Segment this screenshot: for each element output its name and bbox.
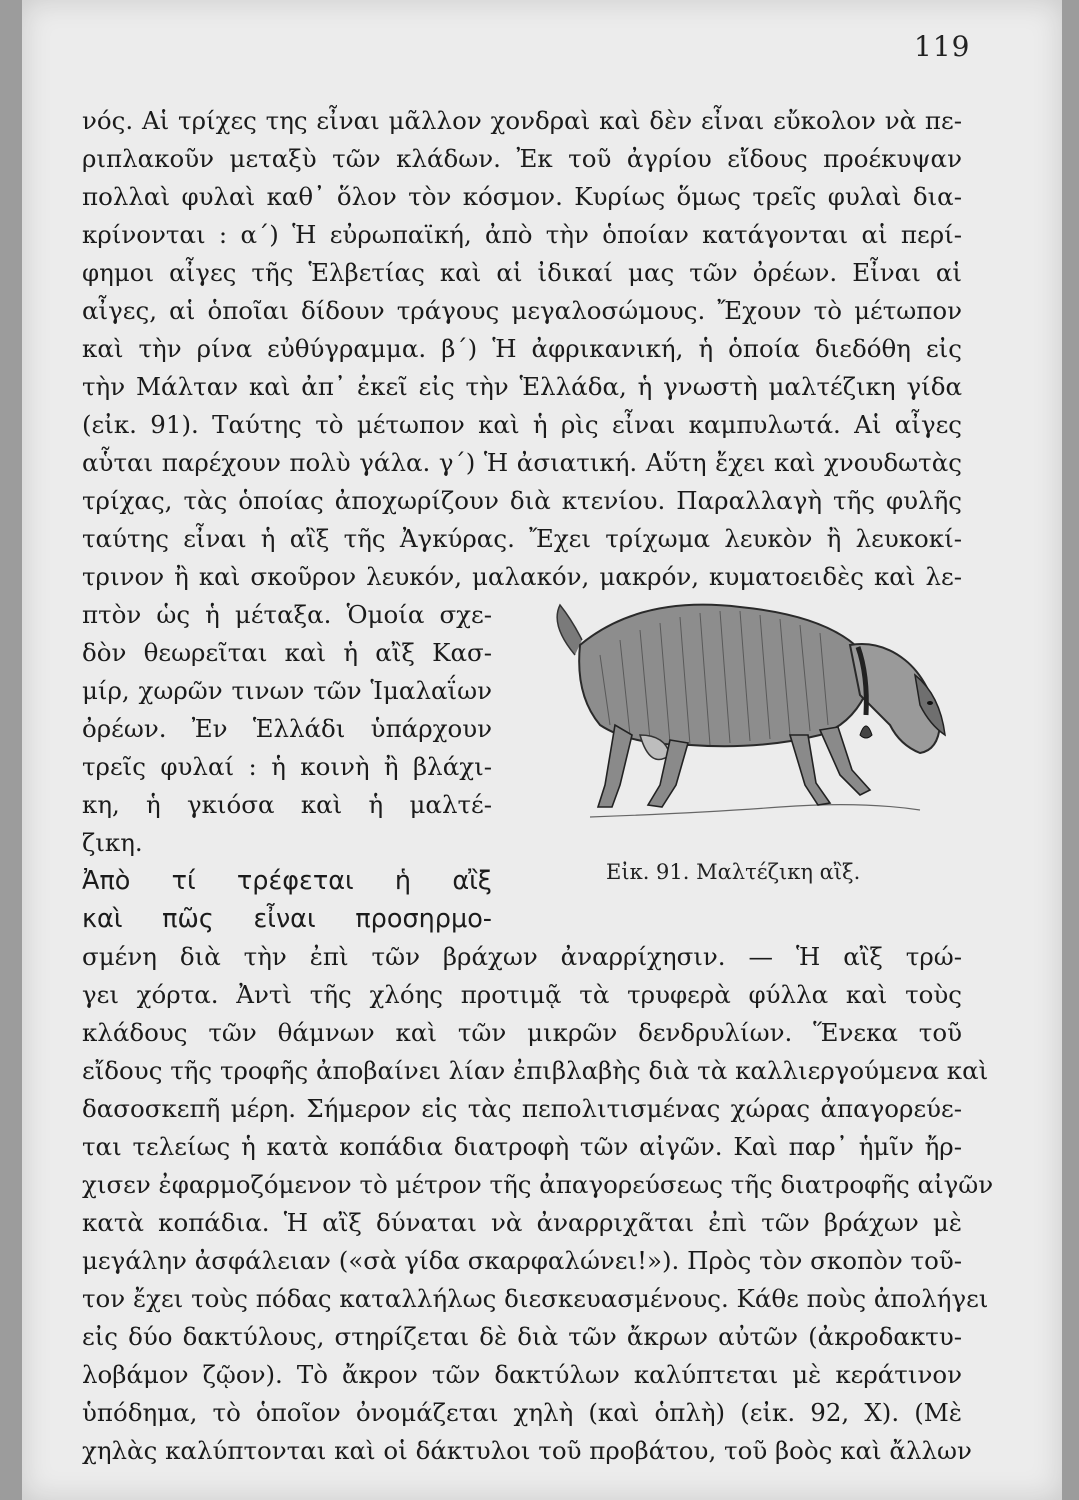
text-line: τον ἔχει τοὺς πόδας καταλλήλως διεσκευασμένους. Κάθε ποὺς ἀπολήγει: [82, 1284, 989, 1313]
text-line: γει χόρτα. Ἀντὶ τῆς χλόης προτιμᾷ τὰ τρυφερὰ φύλλα καὶ τοὺς: [82, 980, 962, 1009]
text-line: χισεν ἐφαρμοζόμενον τὸ μέτρον τῆς ἀπαγορεύσεως τῆς διατροφῆς αἰγῶν: [82, 1170, 994, 1199]
text-line: νός. Αἱ τρίχες της εἶναι μᾶλλον χονδραὶ καὶ δὲν εἶναι εὔκολον νὰ πε-: [82, 106, 962, 135]
text-line: χηλὰς καλύπτονται καὶ οἱ δάκτυλοι τοῦ προβάτου, τοῦ βοὸς καὶ ἄλλων: [82, 1436, 972, 1465]
maltese-goat-drawing: [520, 585, 950, 855]
section-heading-line: σμένη διὰ τὴν ἐπὶ τῶν βράχων ἀναρρίχησιν. — Ἡ αἲξ τρώ-: [82, 942, 962, 971]
text-line: κατὰ κοπάδια. Ἡ αἲξ δύναται νὰ ἀναρριχᾶται ἐπὶ τῶν βράχων μὲ: [82, 1208, 962, 1237]
text-line: τρίχας, τὰς ὁποίας ἀποχωρίζουν διὰ κτενίου. Παραλλαγὴ τῆς φυλῆς: [82, 486, 962, 515]
text-line: τρεῖς φυλαί : ἡ κοινὴ ἢ βλάχι-: [82, 752, 492, 781]
text-line: αὗται παρέχουν πολὺ γάλα. γ΄) Ἡ ἀσιατική. Αὕτη ἔχει καὶ χνουδωτὰς: [82, 448, 962, 477]
text-line: εἰς δύο δακτύλους, στηρίζεται δὲ διὰ τῶν ἄκρων αὐτῶν (ἀκροδακτυ-: [82, 1322, 962, 1351]
text-line: κλάδους τῶν θάμνων καὶ τῶν μικρῶν δενδρυλίων. Ἕνεκα τοῦ: [82, 1018, 962, 1047]
figure-caption: Εἰκ. 91. Μαλτέζικη αἲξ.: [606, 860, 861, 884]
text-line: μεγάλην ἀσφάλειαν («σὰ γίδα σκαρφαλώνει!»). Πρὸς τὸν σκοπὸν τοῦ-: [82, 1246, 962, 1275]
text-line: τρινον ἢ καὶ σκοῦρον λευκόν, μαλακόν, μακρόν, κυματοειδὲς καὶ λε-: [82, 562, 962, 591]
section-heading-line: Ἀπὸ τί τρέφεται ἡ αἲξ: [82, 866, 492, 896]
text-line: εἴδους τῆς τροφῆς ἀποβαίνει λίαν ἐπιβλαβὴς διὰ τὰ καλλιεργούμενα καὶ: [82, 1056, 989, 1085]
section-heading-line: καὶ πῶς εἶναι προσηρμο-: [82, 904, 492, 934]
text-line: καὶ τὴν ρίνα εὐθύγραμμα. β΄) Ἡ ἀφρικανική, ἡ ὁποία διεδόθη εἰς: [82, 334, 962, 363]
text-line: πτὸν ὡς ἡ μέταξα. Ὁμοία σχε-: [82, 600, 492, 629]
text-line: (εἰκ. 91). Ταύτης τὸ μέτωπον καὶ ἡ ρὶς εἶναι καμπυλωτά. Αἱ αἶγες: [82, 410, 962, 439]
text-line: ζικη.: [82, 828, 143, 857]
text-line: αἶγες, αἱ ὁποῖαι δίδουν τράγους μεγαλοσώμους. Ἔχουν τὸ μέτωπον: [82, 296, 962, 325]
text-line: τὴν Μάλταν καὶ ἀπ᾽ ἐκεῖ εἰς τὴν Ἑλλάδα, ἡ γνωστὴ μαλτέζικη γίδα: [82, 372, 962, 401]
text-line: φημοι αἶγες τῆς Ἑλβετίας καὶ αἱ ἰδικαί μας τῶν ὀρέων. Εἶναι αἱ: [82, 258, 962, 287]
text-line: ὀρέων. Ἐν Ἑλλάδι ὑπάρχουν: [82, 714, 492, 743]
text-line: δὸν θεωρεῖται καὶ ἡ αἲξ Κασ-: [82, 638, 492, 667]
text-line: ται τελείως ἡ κατὰ κοπάδια διατροφὴ τῶν αἰγῶν. Καὶ παρ᾽ ἡμῖν ἤρ-: [82, 1132, 962, 1161]
text-line: ταύτης εἶναι ἡ αἲξ τῆς Ἀγκύρας. Ἔχει τρίχωμα λευκὸν ἢ λευκοκί-: [82, 524, 962, 553]
text-line: μίρ, χωρῶν τινων τῶν Ἱμαλαΐων: [82, 676, 492, 705]
book-page: [22, 0, 1062, 1500]
text-line: κρίνονται : α΄) Ἡ εὐρωπαϊκή, ἀπὸ τὴν ὁποίαν κατάγονται αἱ περί-: [82, 220, 962, 249]
page-number: 119: [914, 30, 971, 63]
text-line: πολλαὶ φυλαὶ καθ᾽ ὅλον τὸν κόσμον. Κυρίως ὅμως τρεῖς φυλαὶ δια-: [82, 182, 962, 211]
text-line: λοβάμον ζῷον). Τὸ ἄκρον τῶν δακτύλων καλύπτεται μὲ κεράτινον: [82, 1360, 962, 1389]
text-line: ριπλακοῦν μεταξὺ τῶν κλάδων. Ἐκ τοῦ ἀγρίου εἴδους προέκυψαν: [82, 144, 962, 173]
text-line: δασοσκεπῆ μέρη. Σήμερον εἰς τὰς πεπολιτισμένας χώρας ἀπαγορεύε-: [82, 1094, 962, 1123]
goat-illustration: [520, 585, 950, 855]
text-line: κη, ἡ γκιόσα καὶ ἡ μαλτέ-: [82, 790, 492, 819]
text-line: ὑπόδημα, τὸ ὁποῖον ὀνομάζεται χηλὴ (καὶ ὁπλὴ) (εἰκ. 92, Χ). (Μὲ: [82, 1398, 962, 1427]
